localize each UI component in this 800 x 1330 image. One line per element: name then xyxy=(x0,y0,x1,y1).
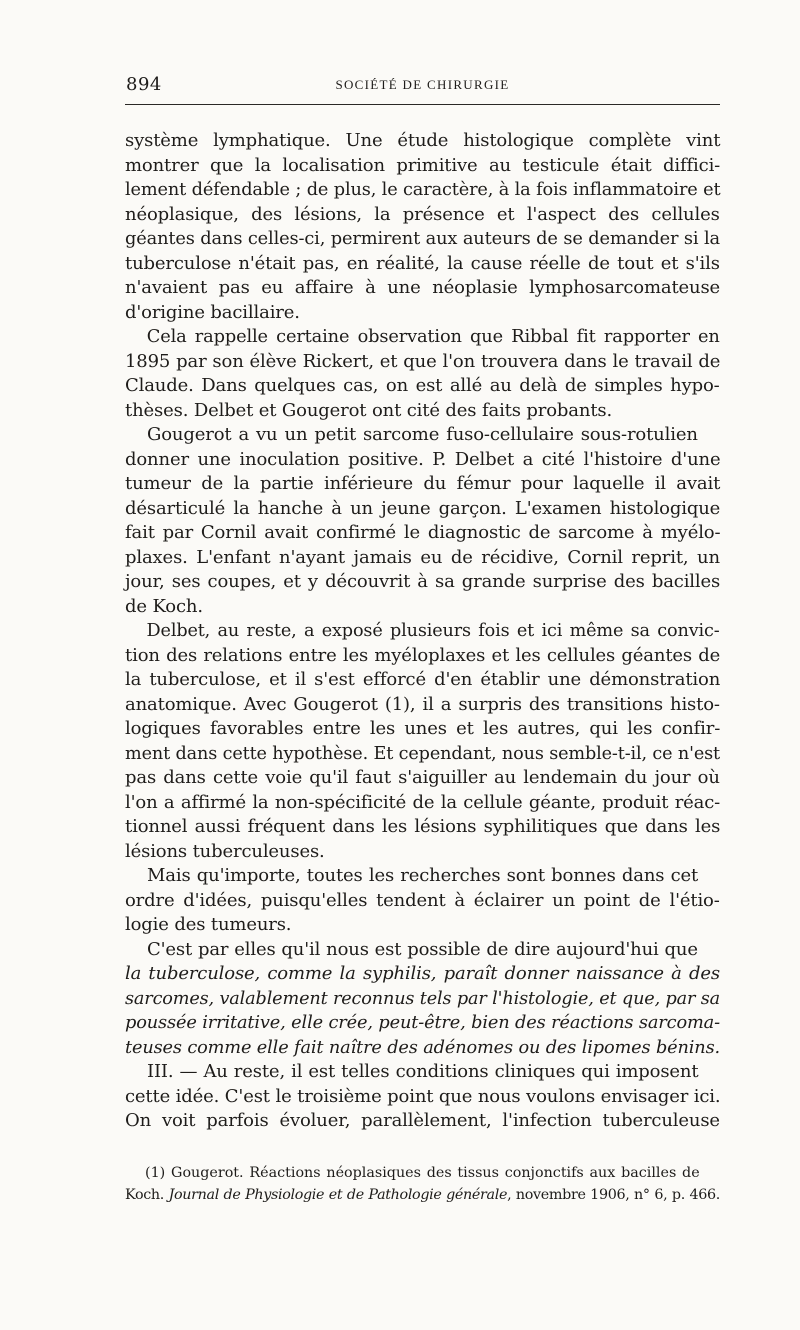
text-line: tion des relations entre les myéloplaxes et les cellules géantes de xyxy=(125,644,721,666)
text-line: n'avaient pas eu affaire à une néoplasie lymphosarcomateuse xyxy=(125,277,721,298)
text-line: plaxes. L'enfant n'ayant jamais eu de récidive, Cornil reprit, un xyxy=(125,546,720,568)
text-line: pas dans cette voie qu'il faut s'aiguiller au lendemain du jour où xyxy=(125,767,720,788)
text-line: désarticulé la hanche à un jeune garçon. L'examen histologique xyxy=(125,497,721,519)
text-line: Delbet, au reste, a exposé plusieurs fois et ici même sa convic- xyxy=(146,620,720,641)
text-line: cette idée. C'est le troisième point que nous voulons envisager ici. xyxy=(125,1085,721,1107)
text-line: tuberculose n'était pas, en réalité, la cause réelle de tout et s'ils xyxy=(125,252,720,274)
italic-text-line: la tuberculose, comme la syphilis, paraît donner naissance à des xyxy=(125,963,720,984)
footnote-line: (1) Gougerot. Réactions néoplasiques des tissus conjonctifs aux bacilles de xyxy=(145,1165,700,1181)
text-line: logie des tumeurs. xyxy=(125,914,292,935)
text-line: jour, ses coupes, et y découvrit à sa grande surprise des bacilles xyxy=(125,571,721,592)
paragraph xyxy=(125,619,720,864)
page-number: 894 xyxy=(126,74,162,95)
text-line: lement défendable ; de plus, le caractère, à la fois inflammatoire et xyxy=(125,179,721,200)
text-line: logiques favorables entre les unes et les autres, qui les confir- xyxy=(125,718,721,739)
text-line: néoplasique, des lésions, la présence et l'aspect des cellules xyxy=(125,203,720,225)
text-line: tionnel aussi fréquent dans les lésions syphilitiques que dans les xyxy=(125,816,721,837)
text-line: la tuberculose, et il s'est efforcé d'en établir une démonstration xyxy=(125,669,721,690)
journal-title: Journal de Physiologie et de Pathologie générale xyxy=(168,1187,508,1203)
text-line: thèses. Delbet et Gougerot ont cité des faits probants. xyxy=(125,399,613,421)
text-line: système lymphatique. Une étude histologique complète vint xyxy=(125,130,721,151)
text-line: Gougerot a vu un petit sarcome fuso-cellulaire sous-rotulien xyxy=(147,424,698,445)
text-line: montrer que la localisation primitive au testicule était diffici- xyxy=(125,154,721,176)
footnote-text: Koch. xyxy=(125,1187,169,1203)
paragraph xyxy=(125,129,720,325)
text-line: de Koch. xyxy=(125,595,203,617)
running-title: SOCIÉTÉ DE CHIRURGIE xyxy=(335,77,510,92)
text-line: l'on a affirmé la non-spécificité de la cellule géante, produit réac- xyxy=(125,791,721,813)
page-header xyxy=(125,68,720,105)
italic-text-line: poussée irritative, elle crée, peut-être, bien des réactions sarcoma- xyxy=(125,1012,720,1033)
paragraph xyxy=(125,1060,720,1134)
italic-text-line: teuses comme elle fait naître des adénomes ou des lipomes bénins. xyxy=(125,1036,721,1058)
text-line: donner une inoculation positive. P. Delbet a cité l'histoire d'une xyxy=(125,448,721,470)
text-line: Claude. Dans quelques cas, on est allé au delà de simples hypo- xyxy=(125,375,720,396)
text-line: d'origine bacillaire. xyxy=(125,301,300,323)
body-text xyxy=(125,129,720,1134)
paragraph xyxy=(125,938,720,1061)
text-line: 1895 par son élève Rickert, et que l'on trouvera dans le travail de xyxy=(125,350,721,372)
footnote-text: , novembre 1906, n° 6, p. 466. xyxy=(507,1187,721,1203)
text-line: géantes dans celles-ci, permirent aux auteurs de se demander si la xyxy=(125,228,721,249)
text-line: ment dans cette hypothèse. Et cependant, nous semble-t-il, ce n'est xyxy=(125,742,720,764)
text-line: anatomique. Avec Gougerot (1), il a surpris des transitions histo- xyxy=(125,693,720,715)
text-line: Mais qu'importe, toutes les recherches sont bonnes dans cet xyxy=(147,865,699,886)
paragraph xyxy=(125,325,720,423)
text-line: tumeur de la partie inférieure du fémur pour laquelle il avait xyxy=(125,473,721,494)
page xyxy=(125,68,720,1134)
footnote-line xyxy=(125,1184,720,1206)
text-line: C'est par elles qu'il nous est possible de dire aujourd'hui que xyxy=(147,938,698,960)
footnote xyxy=(125,1162,720,1206)
text-line: Cela rappelle certaine observation que Ribbal fit rapporter en xyxy=(146,326,720,347)
text-line: fait par Cornil avait confirmé le diagnostic de sarcome à myélo- xyxy=(125,522,721,543)
paragraph xyxy=(125,423,720,619)
text-line: lésions tuberculeuses. xyxy=(125,840,325,862)
paragraph xyxy=(125,864,720,938)
text-line: ordre d'idées, puisqu'elles tendent à éclairer un point de l'étio- xyxy=(125,889,720,911)
text-line: On voit parfois évoluer, parallèlement, l'infection tuberculeuse xyxy=(125,1110,720,1131)
italic-text-line: sarcomes, valablement reconnus tels par l'histologie, et que, par sa xyxy=(125,987,721,1009)
text-line: III. — Au reste, il est telles conditions cliniques qui imposent xyxy=(147,1061,699,1082)
